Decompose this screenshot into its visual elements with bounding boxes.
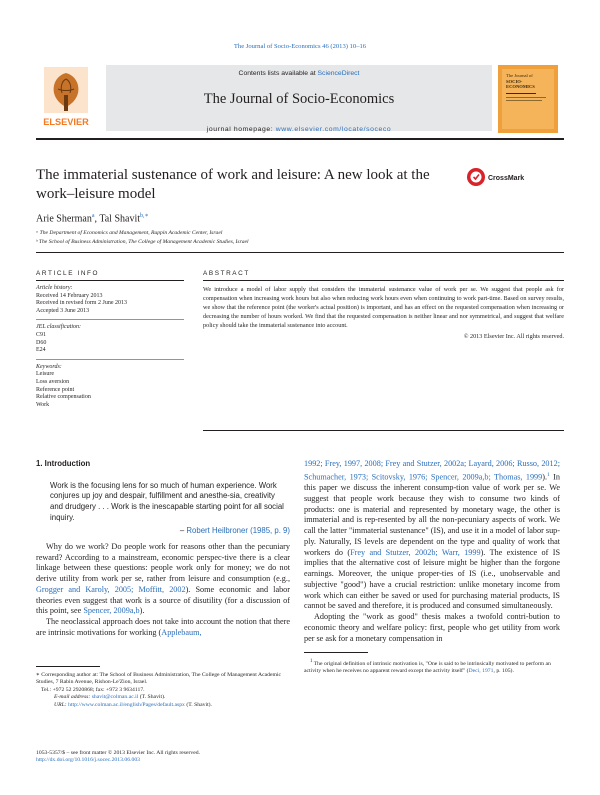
contact-phone: Tel.: +972 52 2920868; fax: +972 3 9634117. (41, 686, 145, 693)
history-label: Article history: (36, 285, 73, 291)
citation-link[interactable]: 1992; Frey, 1997, 2008; Frey and Stutzer, 2002a; Layard, 2006; Russo, 2012; Schumacher, 1973; Scitovsky, 1976; Spencer, 2009a,b; Thomas, 1999 (304, 459, 560, 482)
revised-date: Received in revised form 2 June 2013 (36, 300, 127, 307)
affiliation-rule (36, 252, 564, 253)
email-suffix: (T. Shavit). (138, 694, 166, 701)
jel-code: C91 (36, 331, 47, 338)
abstract-copyright: © 2013 Elsevier Inc. All rights reserved. (463, 333, 564, 341)
footnotes-left (36, 672, 290, 709)
footnote-number: 1 (310, 659, 313, 664)
email-label: E-mail address: (54, 694, 92, 701)
header-center-panel (106, 65, 492, 131)
paragraph-text: ). (542, 472, 548, 482)
issn-doi-block (36, 750, 336, 765)
article-info-heading: ARTICLE INFO (36, 270, 100, 277)
info-divider (36, 359, 184, 360)
body-right-column (304, 459, 560, 644)
accepted-date: Accepted 3 June 2013 (36, 307, 90, 314)
footnotes-right (304, 658, 560, 676)
paragraph-text: Why do we work? Do people work for reasons other than the pecuniary reward? According to a mainstream, economic perspec-tive there is a clear linkage between these questions: people work only for money; we do not derive utility from work per se, rather from leisure and consumption (e.g., (36, 541, 290, 584)
keyword: Reference point (36, 386, 75, 393)
paragraph (304, 459, 560, 612)
sciencedirect-link[interactable]: ScienceDirect (317, 70, 360, 77)
paragraph-text: In this paper we discuss the inherent consump-tion value of work per se. We suggest that people work because they wish to consume two kinds of products: one is material and represented by monetary wage, the other is immaterial and is rep-resented by all the non-pecuniary aspects of work. We call the latter "immaterial sustenance" (IS), and use it in a model of labor sup-ply. Naturally, IS levels are dependent on the type and quality of work that workers do ( (304, 472, 560, 557)
homepage-prefix: journal homepage: (206, 126, 276, 133)
journal-cover-thumbnail[interactable] (492, 65, 564, 133)
jel-label: JEL classification: (36, 324, 82, 331)
header-rule (36, 138, 564, 140)
homepage-link[interactable]: www.elsevier.com/locate/soceco (275, 126, 392, 133)
citation-link[interactable]: Grogger and Karoly, 2005; Moffitt, 2002 (36, 584, 186, 594)
affiliations (36, 229, 249, 247)
jel-code: E24 (36, 347, 46, 354)
abstract-rule (203, 280, 564, 281)
author-list (36, 212, 149, 224)
section-heading-introduction: 1. Introduction (36, 459, 91, 468)
url-suffix: (T. Shavit). (184, 701, 212, 708)
author-separator: , (94, 213, 100, 225)
keyword: Relative compensation (36, 394, 91, 401)
journal-header (36, 65, 564, 133)
contact-url-line (36, 702, 290, 709)
abstract-text: We introduce a model of labor supply that considers the immaterial sustenance value of work per se. We suggest that people ask for compensation when increasing work hours but also when reducing work hours even when continuing to work part-time. Based on survey results, we show that the reference point (the worker's actual position) is important, and has an effect on the requested compensation when increasing or decreasing the number of hours worked. We find that the requested compensation is neither linear and nor symmetrical, and suggest that welfare policy should take the immaterial sustenance into account. (203, 286, 564, 330)
info-divider (36, 319, 184, 320)
crossmark-label: CrossMark (488, 175, 525, 182)
paragraph-text: The neoclassical approach does not take into account the notion that there are intrinsic motivations for working ( (36, 617, 290, 637)
received-date: Received 14 February 2013 (36, 292, 103, 299)
contents-prefix: Contents lists available at (238, 70, 318, 77)
footnote-rule (36, 666, 100, 667)
svg-text:SOCIO-: SOCIO- (506, 79, 523, 84)
epigraph: Work is the focusing lens for so much of human experience. Work conjures up joy and despair, fulfillment and anesthe-sia, creativity and drudgery . . . Work is the inescapable starting point for all social inquiry. (50, 480, 284, 522)
citation-link[interactable]: Deci, 1971 (468, 668, 494, 675)
paragraph-text: ). The existence of IS implies that the alternative cost of leisure might be higher than the forgone earnings. Moreover, the unique proper-ties of IS (i.e., unobservable and subjective "good") have a crucial restriction: unlike monetary income from work which can either be saved or used for purchasing material products, IS cannot be saved and therefore, it is produced and consumed simultaneously. (304, 547, 560, 611)
affiliation-a: ᵃ The Department of Economics and Management, Ruppin Academic Center, Israel (36, 230, 223, 236)
contact-email-line (36, 694, 290, 701)
keyword: Leisure (36, 371, 54, 378)
epigraph-source-prefix: – (179, 526, 187, 536)
issn-line: 1053-5357/$ – see front matter © 2013 Elsevier Inc. All rights reserved. (36, 750, 201, 756)
paragraph-text: ). (139, 606, 145, 616)
email-link[interactable]: shavit@colman.ac.il (91, 694, 139, 701)
citation-link[interactable]: Applebaum, (161, 627, 202, 637)
author-name[interactable]: Tal Shavit (99, 213, 141, 225)
author-name[interactable]: Arie Sherman (36, 213, 92, 225)
citation-link[interactable]: Robert Heilbroner (1985, p. 9) (186, 526, 290, 536)
journal-reference[interactable]: The Journal of Socio-Economics 46 (2013) 10–16 (233, 43, 367, 50)
elsevier-logo[interactable] (36, 65, 96, 131)
jel-code: D60 (36, 339, 47, 346)
contents-line (106, 70, 492, 77)
paragraph-text: ). Some economic and labor theories even suggest that work is a source of disutility (for a discussion of this point, see (36, 584, 290, 616)
abstract-bottom-rule (203, 430, 564, 431)
paragraph (36, 617, 290, 639)
epigraph-source (36, 526, 290, 537)
author-affil-marker[interactable]: a (91, 213, 95, 219)
abstract-body (203, 285, 564, 341)
article-info-rule (36, 280, 184, 281)
body-left-column (36, 459, 290, 639)
footnote-marker[interactable]: 1 (547, 471, 550, 478)
keyword: Loss aversion (36, 378, 70, 385)
doi-link[interactable]: http://dx.doi.org/10.1016/j.socec.2013.06.003 (36, 757, 141, 764)
footnote-text: , p. 105). (493, 668, 514, 675)
author-affil-marker[interactable]: b,∗ (140, 213, 149, 219)
citation-link[interactable]: Spencer, 2009a,b (83, 606, 140, 616)
paragraph (36, 542, 290, 617)
svg-text:ECONOMICS: ECONOMICS (506, 84, 535, 89)
paragraph: Adopting the "work as good" thesis makes a twofold contri-bution to economic theory and welfare policy: first, people who get utility from work per se ask for a monetary compensation in (304, 612, 560, 643)
corresponding-author-note: ∗ Corresponding author at: The School of Business Administration, The College of Management Academic Studies, 7 Rabin Avenue, Rishon-Le'Zion, Israel. (36, 672, 282, 686)
url-label: URL: (54, 701, 69, 708)
elsevier-wordmark: ELSEVIER (43, 117, 89, 127)
abstract-heading: ABSTRACT (203, 270, 250, 277)
keywords-label: Keywords: (36, 363, 62, 370)
homepage-line (106, 126, 492, 133)
keyword: Work (36, 401, 50, 408)
url-link[interactable]: http://www.colman.ac.il/english/Pages/default.aspx (68, 701, 185, 708)
footnote-text: The original definition of intrinsic motivation is, "One is said to be intrinsically motivated to perform an activity when he receives no apparent reward except the activity itself" ( (304, 660, 551, 675)
article-info-body (36, 285, 184, 409)
svg-text:The Journal of: The Journal of (506, 73, 533, 78)
affiliation-b: ᵇ The School of Business Administration, The College of Management Academic Studies, Israel (36, 239, 249, 245)
footnote-1 (304, 658, 560, 676)
journal-title: The Journal of Socio-Economics (203, 91, 395, 107)
article-title: The immaterial sustenance of work and leisure: A new look at the work–leisure model (36, 167, 430, 202)
footnote-rule (304, 652, 368, 653)
citation-link[interactable]: Frey and Stutzer, 2002b; Warr, 1999 (350, 547, 481, 557)
crossmark-badge[interactable] (466, 166, 530, 188)
